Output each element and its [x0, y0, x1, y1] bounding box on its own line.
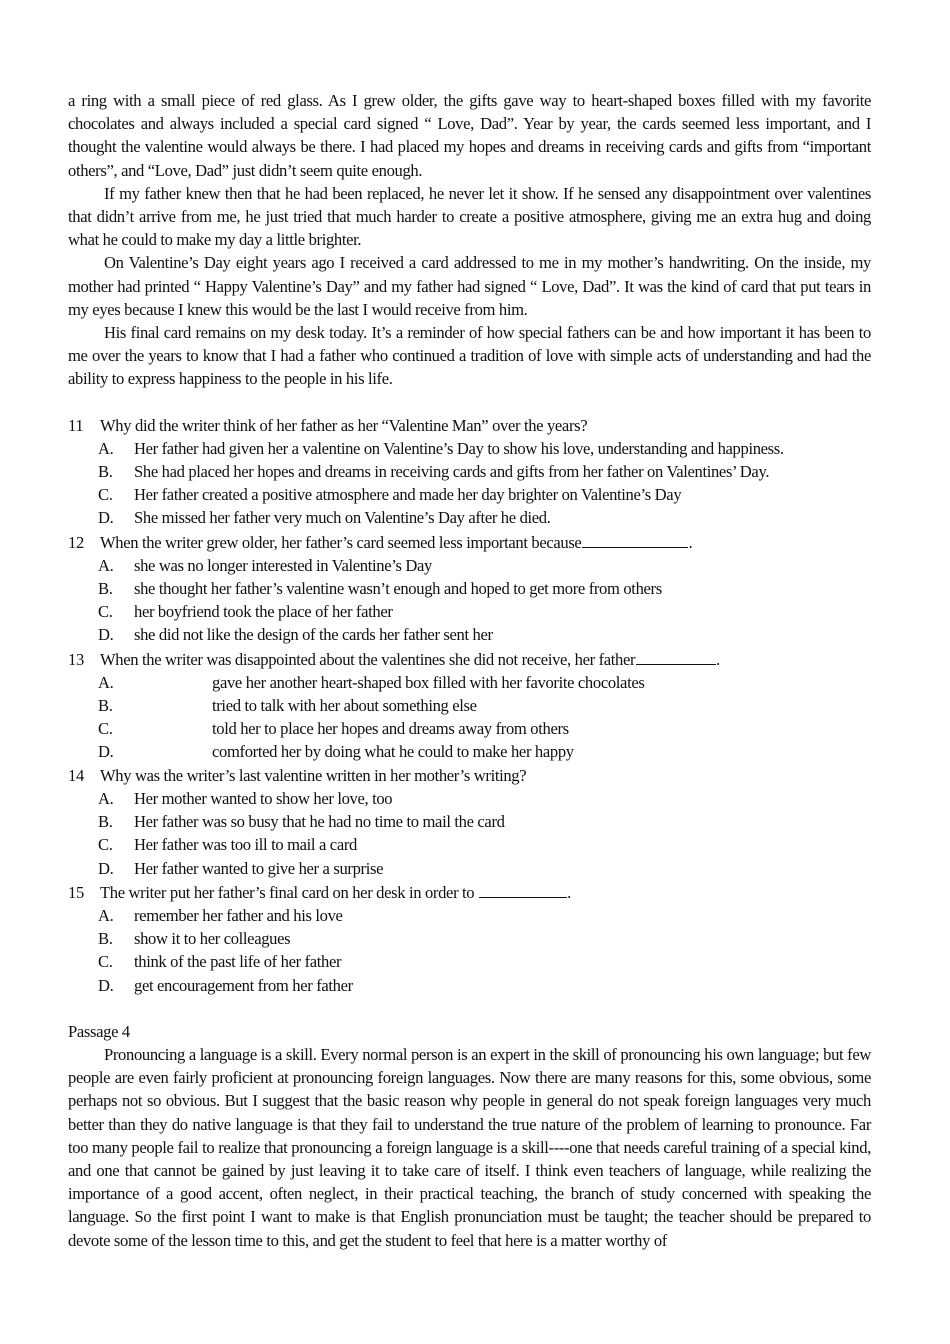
option-text: she did not like the design of the cards her father sent her [134, 625, 493, 645]
option-d[interactable] [68, 623, 871, 646]
option-letter: D. [98, 508, 114, 528]
question-number: 15 [68, 882, 84, 902]
option-letter: A. [98, 672, 114, 692]
option-text: told her to place her hopes and dreams away from others [212, 719, 569, 739]
option-letter: D. [98, 858, 114, 878]
option-letter: A. [98, 788, 114, 808]
option-d[interactable] [68, 974, 871, 997]
option-text: tried to talk with her about something else [212, 696, 477, 716]
option-text: she thought her father’s valentine wasn’t enough and hoped to get more from others [134, 579, 662, 599]
question-number: 12 [68, 532, 84, 552]
option-c[interactable] [68, 717, 871, 740]
option-b[interactable] [68, 927, 871, 950]
option-c[interactable] [68, 483, 871, 506]
option-c[interactable] [68, 950, 871, 973]
option-letter: A. [98, 555, 114, 575]
option-text: She missed her father very much on Valentine’s Day after he died. [134, 508, 551, 528]
option-letter: C. [98, 952, 113, 972]
question-14 [68, 764, 871, 880]
question-stem [68, 880, 871, 904]
option-letter: B. [98, 579, 113, 599]
question-11 [68, 414, 871, 530]
option-letter: C. [98, 485, 113, 505]
question-number: 14 [68, 765, 84, 785]
passage3-paragraph: a ring with a small piece of red glass. As I grew older, the gifts gave way to heart-shaped boxes filled with my favorite chocolates and always included a special card signed “ Love, Dad”. Year by year, the cards seemed less important, and I thought the valentine would always be there. I had placed my hopes and dreams in receiving cards and gifts from “important others”, and “Love, Dad” just didn’t seem quite enough. [68, 91, 871, 180]
option-text: think of the past life of her father [134, 952, 342, 972]
question-stem [68, 414, 871, 437]
question-number: 11 [68, 415, 84, 435]
option-text: Her father was too ill to mail a card [134, 835, 357, 855]
question-text: When the writer grew older, her father’s card seemed less important because [100, 532, 582, 552]
spacer [68, 997, 871, 1020]
question-15 [68, 880, 871, 997]
option-a[interactable] [68, 904, 871, 927]
passage3-paragraph: On Valentine’s Day eight years ago I received a card addressed to me in my mother’s handwriting. On the inside, my mother had printed “ Happy Valentine’s Day” and my father had signed “ Love, Dad”. It was the kind of card that put tears in my eyes because I knew this would be the last I would receive from him. [68, 253, 871, 319]
option-letter: C. [98, 719, 113, 739]
option-d[interactable] [68, 740, 871, 763]
option-letter: A. [98, 905, 114, 925]
option-letter: B. [98, 929, 113, 949]
option-text: Her father was so busy that he had no time to mail the card [134, 812, 505, 832]
option-text: get encouragement from her father [134, 975, 353, 995]
passage3-paragraph: If my father knew then that he had been replaced, he never let it show. If he sensed any disappointment over valentines that didn’t arrive from me, he just tried that much harder to create a positive atmosphere, giving me an extra hug and doing what he could to make my day a little brighter. [68, 183, 871, 250]
spacer [68, 391, 871, 414]
answer-blank[interactable] [582, 530, 688, 548]
question-text: When the writer was disappointed about the valentines she did not receive, her father [100, 649, 636, 669]
option-text: She had placed her hopes and dreams in receiving cards and gifts from her father on Valentines’ Day. [134, 462, 770, 482]
option-letter: D. [98, 625, 114, 645]
option-text: gave her another heart-shaped box filled with her favorite chocolates [212, 672, 645, 692]
option-text: show it to her colleagues [134, 929, 291, 949]
option-b[interactable] [68, 694, 871, 717]
question-text: Why was the writer’s last valentine written in her mother’s writing? [100, 765, 527, 785]
option-text: Her father had given her a valentine on Valentine’s Day to show his love, understanding and happiness. [134, 438, 784, 458]
option-text: comforted her by doing what he could to make her happy [212, 742, 574, 762]
answer-blank[interactable] [479, 880, 567, 898]
question-stem [68, 764, 871, 787]
question-suffix: . [716, 649, 720, 669]
option-a[interactable] [68, 437, 871, 460]
option-text: she was no longer interested in Valentine’s Day [134, 555, 432, 575]
passage4-heading: Passage 4 [68, 1021, 130, 1041]
option-letter: D. [98, 975, 114, 995]
question-suffix: . [688, 532, 693, 552]
question-13 [68, 647, 871, 764]
option-c[interactable] [68, 833, 871, 856]
option-letter: C. [98, 835, 113, 855]
option-text: Her father created a positive atmosphere and made her day brighter on Valentine’s Day [134, 485, 682, 505]
question-stem [68, 530, 871, 554]
option-text: Her mother wanted to show her love, too [134, 788, 393, 808]
option-a[interactable] [68, 554, 871, 577]
passage4-paragraph: Pronouncing a language is a skill. Every normal person is an expert in the skill of pronouncing his own language; but few people are even fairly proficient at pronouncing foreign languages. Now there are many reasons for this, some obvious, some perhaps not so obvious. But I suggest that the basic reason why people in general do not speak foreign languages very much better than they do native language is that they fail to understand the true nature of the problem of learning to pronounce. Far too many people fail to realize that pronouncing a foreign language is a skill----one that needs careful training of a special kind, and one that cannot be gained by just leaving it to take care of itself. I think even teachers of language, while realizing the importance of a good accent, often neglect, in their practical teaching, the branch of study concerned with speaking the language. So the first point I want to make is that English pronunciation must be taught; the teacher should be prepared to devote some of the lesson time to this, and get the student to feel that here is a matter worthy of [68, 1044, 871, 1250]
option-c[interactable] [68, 600, 871, 623]
question-stem [68, 647, 871, 671]
option-b[interactable] [68, 577, 871, 600]
question-number: 13 [68, 649, 84, 669]
question-text: The writer put her father’s final card on her desk in order to [100, 882, 475, 902]
option-letter: B. [98, 812, 113, 832]
option-letter: B. [98, 462, 113, 482]
option-letter: A. [98, 438, 114, 458]
question-12 [68, 530, 871, 647]
option-d[interactable] [68, 506, 871, 529]
document-page [68, 89, 871, 1252]
question-suffix: . [567, 882, 571, 902]
option-text: her boyfriend took the place of her father [134, 602, 393, 622]
option-text: remember her father and his love [134, 905, 343, 925]
option-text: Her father wanted to give her a surprise [134, 858, 384, 878]
option-b[interactable] [68, 460, 871, 483]
option-letter: D. [98, 742, 114, 762]
option-letter: B. [98, 696, 113, 716]
passage3-paragraph: His final card remains on my desk today. It’s a reminder of how special fathers can be and how important it has been to me over the years to know that I had a father who continued a tradition of love with simple acts of understanding and had the ability to express happiness to the people in his life. [68, 323, 871, 389]
option-d[interactable] [68, 857, 871, 880]
answer-blank[interactable] [636, 647, 716, 665]
option-a[interactable] [68, 787, 871, 810]
option-a[interactable] [68, 671, 871, 694]
option-letter: C. [98, 602, 113, 622]
question-text: Why did the writer think of her father as her “Valentine Man” over the years? [100, 415, 588, 435]
option-b[interactable] [68, 810, 871, 833]
